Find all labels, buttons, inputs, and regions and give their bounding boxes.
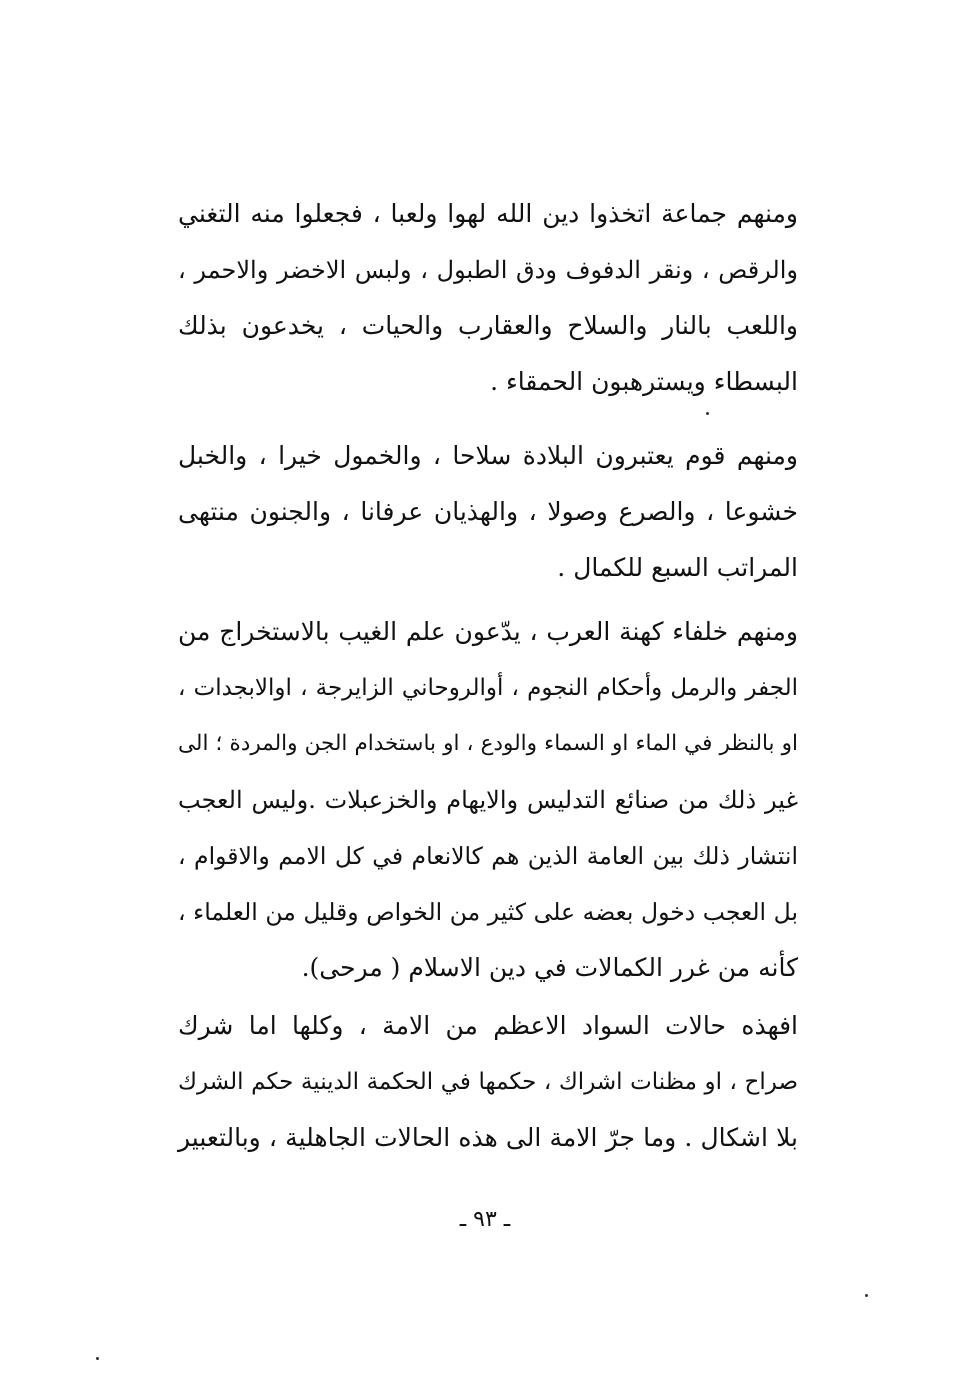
text-line: المراتب السبع للكمال . <box>557 553 798 582</box>
text-line: ومنهم جماعة اتخذوا دين الله لهوا ولعبا ، فجعلوا منه التغني <box>178 199 798 228</box>
text-line: ومنهم خلفاء كهنة العرب ، يدّعون علم الغيب بالاستخراج من <box>178 617 798 646</box>
scan-speck <box>96 1357 99 1360</box>
text-line: خشوعا ، والصرع وصولا ، والهذيان عرفانا ، والجنون منتهى <box>178 497 798 526</box>
text-line: ومنهم قوم يعتبرون البلادة سلاحا ، والخمول خيرا ، والخبل <box>178 441 798 470</box>
text-line: افهذه حالات السواد الاعظم من الامة ، وكلها اما شرك <box>178 1011 798 1040</box>
page-number: ـ ٩٣ ـ <box>459 1207 511 1232</box>
text-line: صراح ، او مظنات اشراك ، حكمها في الحكمة الدينية حكم الشرك <box>178 1069 798 1095</box>
text-line: الجفر والرمل وأحكام النجوم ، أوالروحاني الزايرجة ، اوالابجدات ، <box>178 675 798 701</box>
text-line: بلا اشكال . وما جرّ الامة الى هذه الحالات الجاهلية ، وبالتعبير <box>178 1123 798 1152</box>
text-line: انتشار ذلك بين العامة الذين هم كالانعام في كل الامم والاقوام ، <box>178 842 798 870</box>
text-line: واللعب بالنار والسلاح والعقارب والحيات ، يخدعون بذلك <box>178 311 798 340</box>
text-line: والرقص ، ونقر الدفوف ودق الطبول ، ولبس الاخضر والاحمر ، <box>178 256 798 284</box>
text-line: غير ذلك من صنائع التدليس والايهام والخزعبلات .وليس العجب <box>178 786 798 814</box>
scan-speck <box>865 1294 868 1297</box>
text-line: او بالنظر في الماء او السماء والودع ، او باستخدام الجن والمردة ؛ الى <box>178 731 798 756</box>
text-line: بل العجب دخول بعضه على كثير من الخواص وقليل من العلماء ، <box>178 898 798 926</box>
scan-speck <box>706 412 709 415</box>
text-line: كأنه من غرر الكمالات في دين الاسلام ( مرحى). <box>301 953 798 982</box>
text-line: البسطاء ويسترهبون الحمقاء . <box>490 367 798 396</box>
